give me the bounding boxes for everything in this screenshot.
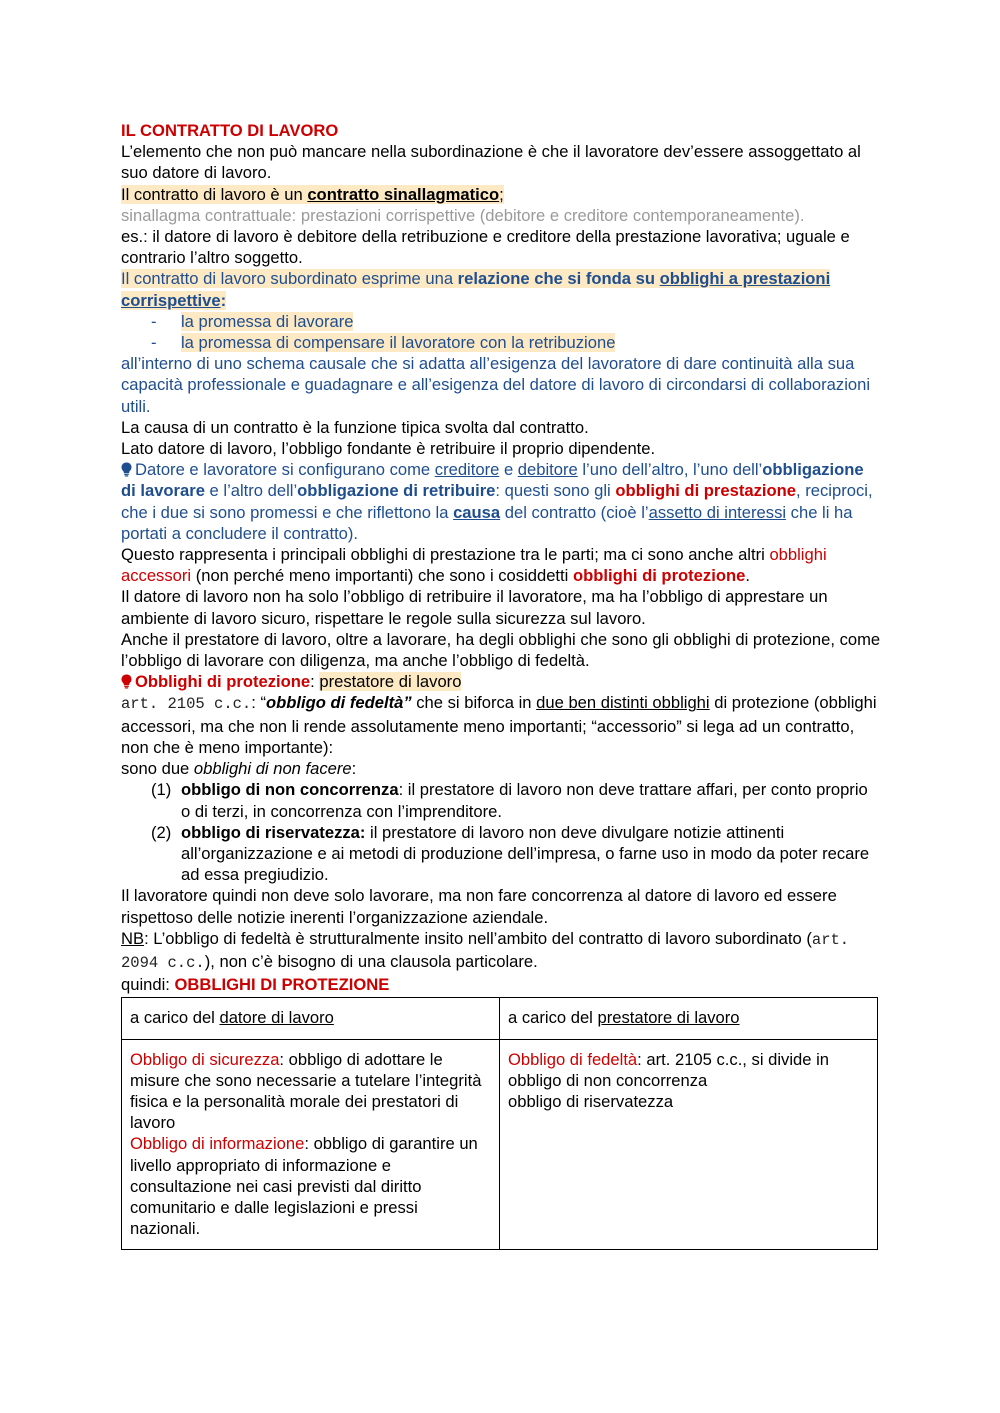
text-run: ;	[499, 184, 504, 204]
term-obblighi-protezione: Obblighi di protezione	[135, 672, 311, 692]
section-title-obblighi: OBBLIGHI DI PROTEZIONE	[174, 975, 390, 995]
text-run: a carico del	[130, 1008, 220, 1028]
paragraph-creditore-debitore	[121, 459, 881, 544]
text-run: (non perché meno importanti) che sono i cosiddetti	[191, 566, 573, 586]
text-run: Datore e lavoratore si configurano come	[135, 460, 435, 480]
term-obblighi-accessori: obblighi accessori	[121, 545, 827, 586]
highlight-text	[121, 185, 504, 204]
text-run: e	[499, 460, 518, 480]
paragraph-schema-causale: all’interno di uno schema causale che si adatta all’esigenza del lavoratore di dare continuità alla sua capacità professionale e guadagnare e all’esigenza del datore di lavoro di circondarsi di collaborazioni utili.	[121, 354, 871, 416]
page-title: IL CONTRATTO DI LAVORO	[121, 121, 339, 140]
paragraph-obblighi-accessori	[121, 544, 881, 586]
list-marker: (1)	[151, 780, 172, 800]
text-run: : “	[251, 693, 266, 713]
text-run: quindi:	[121, 975, 175, 995]
text-run: del contratto (cioè l’	[500, 502, 649, 522]
nb-label: NB	[121, 928, 145, 948]
term-obblighi-prestazioni: obblighi a prestazioni corrispettive	[121, 269, 831, 310]
term-prestatore: prestatore di lavoro	[597, 1008, 740, 1028]
text-run: :	[310, 672, 320, 692]
paragraph-lato-datore: Lato datore di lavoro, l’obbligo fondante è retribuire il proprio dipendente.	[121, 439, 656, 459]
highlight-prestatore: prestatore di lavoro	[319, 672, 462, 692]
term-contratto-sinallagmatico: contratto sinallagmatico	[307, 184, 500, 204]
list-item	[151, 779, 881, 821]
text-run: : obbligo di adottare le misure che sono necessarie a tutelare l’integrità fisica e la personalità morale dei prestatori di lavoro	[130, 1049, 482, 1133]
lightbulb-blue-icon	[121, 461, 132, 475]
paragraph-nb	[121, 928, 881, 974]
term-datore: datore di lavoro	[219, 1008, 334, 1028]
term-obbligo-informazione: Obbligo di informazione	[130, 1134, 305, 1154]
promesse-list	[121, 311, 881, 353]
table-header-cell	[500, 998, 878, 1039]
obblighi-numbered-list	[121, 779, 881, 885]
table-header-row	[122, 998, 878, 1039]
paragraph-lavoratore-quindi: Il lavoratore quindi non deve solo lavorare, ma non fare concorrenza al datore di lavoro ed essere rispettoso delle notizie inerenti l’organizzazione aziendale.	[121, 886, 837, 927]
term-riservatezza: obbligo di riservatezza:	[181, 822, 366, 842]
term-due-obblighi: due ben distinti obblighi	[536, 693, 710, 713]
term-obbligazione-lavorare: obbligazione di lavorare	[121, 460, 864, 501]
text-run: : L’obbligo di fedeltà è strutturalmente insito nell’ambito del contratto di lavoro subordinato (	[144, 928, 812, 948]
table-cell-datore	[122, 1039, 500, 1250]
term-obbligo-fedelta: Obbligo di fedeltà	[508, 1049, 638, 1069]
list-item-text: : il prestatore di lavoro non deve trattare affari, per conto proprio o di terzi, in concorrenza con l’imprenditore.	[181, 780, 868, 821]
list-item	[151, 332, 881, 353]
text-run: Il contratto di lavoro subordinato esprime una	[121, 269, 458, 289]
document-content	[121, 120, 881, 1250]
list-item-text: il prestatore di lavoro non deve divulgare notizie attinenti all’organizzazione e ai metodi di produzione dell’impresa, o farne uso in modo da poter recare ad essa pregiudizio.	[181, 822, 870, 885]
term-non-facere: obblighi di non facere	[193, 759, 352, 779]
text-run: di protezione (obblighi accessori, ma che non li rende assolutamente meno importanti; “accessorio” si lega ad un contratto, non che è meno importante):	[121, 693, 877, 757]
heading-obblighi-protezione	[121, 671, 881, 692]
paragraph-sinallagma-note: sinallagma contrattuale: prestazioni corrispettive (debitore e creditore contemporaneamente).	[121, 205, 805, 225]
term-obblighi-prestazione: obblighi di prestazione	[615, 481, 797, 501]
obblighi-table	[121, 997, 878, 1250]
paragraph-esempio: es.: il datore di lavoro è debitore della retribuzione e creditore della prestazione lavorativa; uguale e contrario l’altro soggetto.	[121, 227, 850, 268]
highlight-text	[121, 269, 830, 309]
term-obbligazione-retribuire: obbligazione di retribuire	[297, 481, 496, 501]
article-reference: art. 2105 c.c.	[121, 695, 252, 714]
text-run: :	[220, 290, 227, 310]
term-obbligo-sicurezza: Obbligo di sicurezza	[130, 1049, 280, 1069]
list-item-text: la promessa di compensare il lavoratore con la retribuzione	[181, 333, 616, 353]
term-causa: causa	[453, 502, 501, 522]
term-assetto-interessi: assetto di interessi	[648, 502, 787, 522]
paragraph-subordinazione: L’elemento che non può mancare nella subordinazione è che il lavoratore dev’essere assoggettato al suo datore di lavoro.	[121, 142, 861, 183]
table-header-cell	[122, 998, 500, 1039]
text-run: : art. 2105 c.c., si divide in	[637, 1049, 829, 1069]
text-run: e l’altro dell’	[204, 481, 298, 501]
list-marker: (2)	[151, 822, 172, 842]
text-run: l’uno dell’altro, l’uno dell’	[577, 460, 763, 480]
text-run: : obbligo di garantire un livello appropriato di informazione e consultazione nei casi previsti dal diritto comunitario e dalle legislazioni e pressi nazionali.	[130, 1134, 478, 1239]
text-run: Il contratto di lavoro è un	[121, 184, 308, 204]
text-run: che si biforca in	[411, 693, 537, 713]
text-run: ), non c’è bisogno di una clausola particolare.	[204, 951, 538, 971]
article-reference: art. 2094 c.c.	[121, 930, 850, 972]
paragraph-non-facere	[121, 758, 881, 779]
bold-text: relazione che si fonda su	[457, 269, 660, 289]
text-run: .	[745, 566, 750, 586]
list-item-text: la promessa di lavorare	[181, 311, 354, 331]
paragraph-art-2105	[121, 692, 881, 758]
paragraph-relazione	[121, 268, 881, 310]
paragraph-prestatore-obblighi: Anche il prestatore di lavoro, oltre a lavorare, ha degli obblighi che sono gli obblighi di protezione, come l’obbligo di lavorare con diligenza, ma anche l’obbligo di fedeltà.	[121, 629, 881, 671]
list-item	[151, 311, 881, 332]
term-debitore: debitore	[517, 460, 578, 480]
text-run: Questo rappresenta i principali obblighi di prestazione tra le parti; ma ci sono anche altri	[121, 545, 770, 565]
text-line: obbligo di non concorrenza	[508, 1070, 708, 1090]
text-run: : questi sono gli	[495, 481, 616, 501]
lightbulb-red-icon	[121, 673, 132, 687]
term-obblighi-protezione: obblighi di protezione	[572, 566, 746, 586]
paragraph-causa: La causa di un contratto è la funzione tipica svolta dal contratto.	[121, 417, 589, 437]
text-run: :	[351, 759, 357, 779]
paragraph-quindi	[121, 974, 881, 995]
text-run: sono due	[121, 759, 194, 779]
paragraph-sinallagmatico	[121, 184, 881, 205]
text-run: che li ha portati a concludere il contratto).	[121, 502, 853, 543]
text-line: obbligo di riservatezza	[508, 1091, 674, 1111]
table-cell-prestatore	[500, 1039, 878, 1250]
list-item	[151, 822, 881, 886]
paragraph-datore-obblighi: Il datore di lavoro non ha solo l’obbligo di retribuire il lavoratore, ma ha l’obbligo di apprestare un ambiente di lavoro sicuro, rispettare le regole sulla sicurezza sul lavoro.	[121, 587, 828, 628]
text-run: a carico del	[508, 1008, 598, 1028]
term-non-concorrenza: obbligo di non concorrenza	[181, 780, 399, 800]
text-run: , reciproci, che i due si sono promessi e che riflettono la	[121, 481, 873, 522]
term-obbligo-fedelta: obbligo di fedeltà”	[265, 693, 412, 713]
term-creditore: creditore	[434, 460, 500, 480]
table-row	[122, 1039, 878, 1250]
